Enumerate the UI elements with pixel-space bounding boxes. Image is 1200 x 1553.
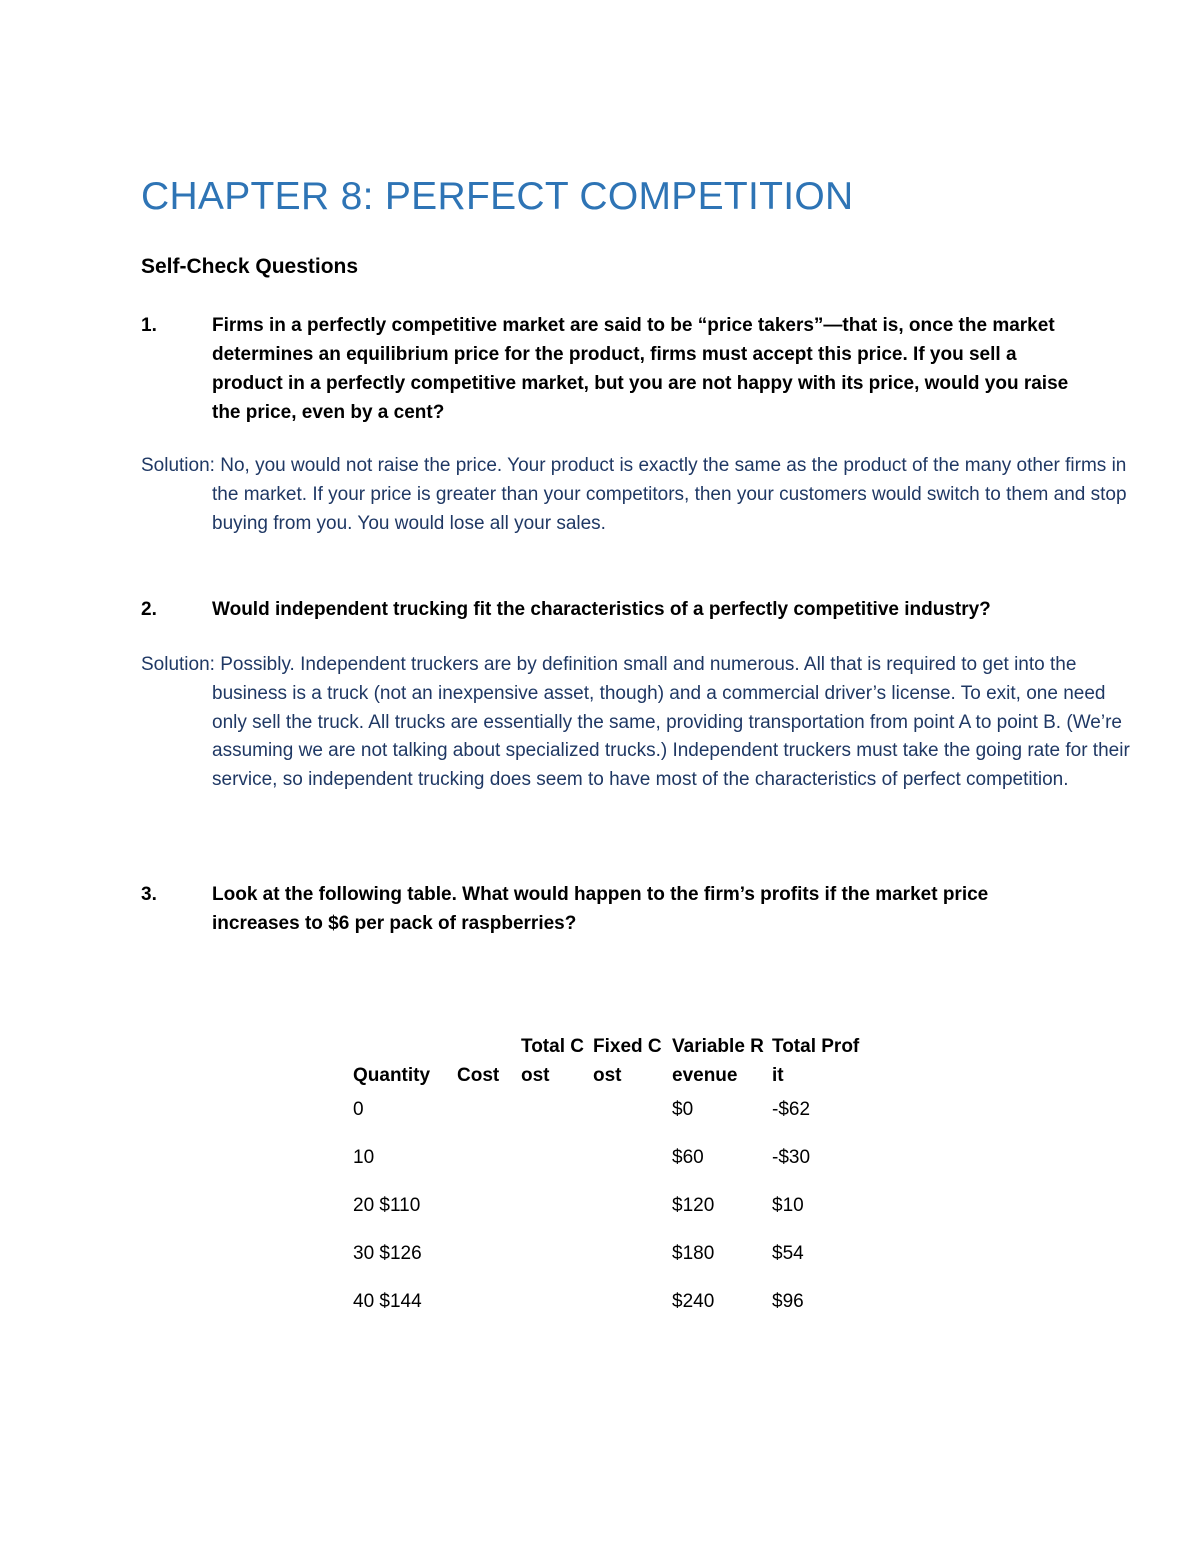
table-row (351, 1095, 860, 1143)
table-cell (455, 1239, 519, 1287)
question-number: 3. (141, 884, 157, 905)
table-cell (591, 1239, 670, 1287)
table-cell: $10 (772, 1195, 804, 1216)
table-cell (455, 1143, 519, 1191)
table-cell (591, 1143, 670, 1191)
solution-1: Solution: No, you would not raise the price. Your product is exactly the same as the product of the many other firms in the market. If your price is greater than your competitors, then your customers would switch to them and stop buying from you. You would lose all your sales. (141, 455, 1127, 534)
table-cell (519, 1143, 591, 1191)
section-heading: Self-Check Questions (141, 255, 359, 278)
table-cell (455, 1095, 519, 1143)
header-total-cost: Total Cost (521, 1036, 584, 1086)
table-row (351, 1287, 860, 1335)
table-cell (519, 1191, 591, 1239)
table-row (351, 1191, 860, 1239)
header-quantity: Quantity (353, 1065, 431, 1086)
header-fixed-cost: Fixed Cost (593, 1036, 662, 1086)
solution-2: Solution: Possibly. Independent truckers are by definition small and numerous. All that is required to get into the business is a truck (not an inexpensive asset, though) and a commercial driver’s license. To exit, one need only sell the truck. All trucks are essentially the same, providing transportation from point A to point B. (We’re assuming we are not talking about specialized trucks.) Independent truckers must take the going rate for their service, so independent trucking does seem to have most of the characteristics of perfect competition. (141, 654, 1130, 791)
table-cell: $60 (672, 1147, 704, 1168)
table-cell: $180 (672, 1243, 715, 1264)
question-2 (141, 595, 1081, 624)
table-row (351, 1143, 860, 1191)
question-text: Firms in a perfectly competitive market are said to be “price takers”—that is, once the market determines an equilibrium price for the product, firms must accept this price. If you sell a product in a perfectly competitive market, but you are not happy with its price, would you raise the price, even by a cent? (212, 315, 1069, 423)
cost-revenue-table (351, 1032, 860, 1335)
table-cell (519, 1287, 591, 1335)
table-cell (591, 1095, 670, 1143)
question-text: Look at the following table. What would happen to the firm’s profits if the market price increases to $6 per pack of raspberries? (212, 884, 989, 934)
question-number: 1. (141, 315, 157, 336)
table-cell: $0 (672, 1099, 694, 1120)
table-header-row (351, 1032, 860, 1095)
table-cell (591, 1191, 670, 1239)
question-number: 2. (141, 599, 157, 620)
table-cell (591, 1287, 670, 1335)
table-cell: 30 $126 (353, 1243, 422, 1264)
header-total-profit: Total Profit (772, 1036, 860, 1086)
table-cell: 0 (353, 1099, 364, 1120)
table-cell (455, 1287, 519, 1335)
table-cell (519, 1239, 591, 1287)
table-cell: $240 (672, 1291, 715, 1312)
page-title: CHAPTER 8: PERFECT COMPETITION (141, 175, 854, 218)
table-cell: 20 $110 (353, 1195, 421, 1216)
table-cell: $96 (772, 1291, 804, 1312)
table-cell: -$30 (772, 1147, 811, 1168)
table-cell: $54 (772, 1243, 804, 1264)
question-3 (141, 880, 1081, 938)
header-cost: Cost (457, 1065, 500, 1086)
table-cell: 10 (353, 1147, 375, 1168)
table-cell: $120 (672, 1195, 715, 1216)
question-text: Would independent trucking fit the characteristics of a perfectly competitive industry? (212, 599, 991, 620)
question-1 (141, 311, 1081, 427)
table-cell (455, 1191, 519, 1239)
header-variable-revenue: Variable Revenue (672, 1036, 764, 1086)
table-row (351, 1239, 860, 1287)
table-cell (519, 1095, 591, 1143)
table-cell: 40 $144 (353, 1291, 422, 1312)
table-cell: -$62 (772, 1099, 811, 1120)
